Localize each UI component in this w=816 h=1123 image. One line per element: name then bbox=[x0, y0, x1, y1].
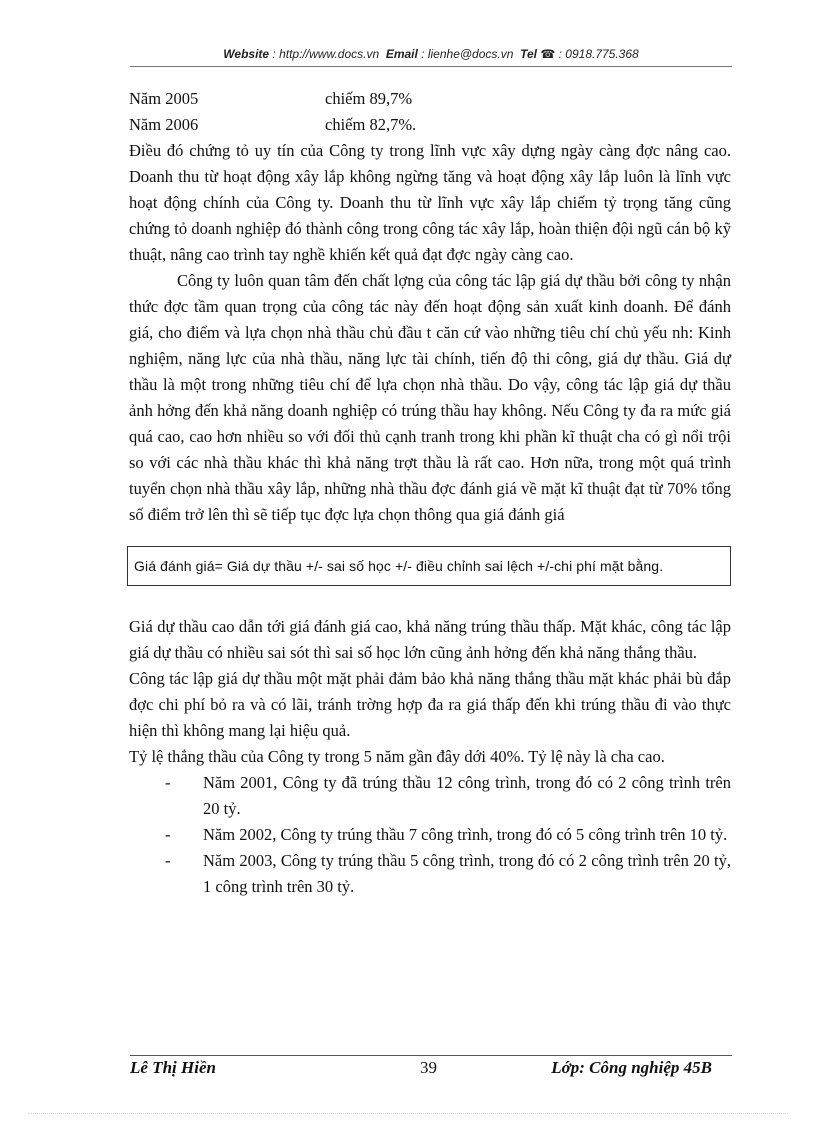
tel-label: Tel bbox=[520, 47, 537, 61]
footer-class: Lớp: Công nghiệp 45B bbox=[551, 1058, 712, 1077]
list-item-text: Năm 2001, Công ty đã trúng thầu 12 công trình, trong đó có 2 công trình trên 20 tỷ. bbox=[203, 773, 731, 818]
dash-bullet: - bbox=[165, 773, 171, 792]
bullet-list bbox=[129, 770, 731, 900]
website-label: Website bbox=[223, 47, 270, 61]
dash-bullet: - bbox=[165, 825, 171, 844]
year-value: chiếm 89,7% bbox=[325, 89, 413, 108]
year-label: Năm 2005 bbox=[129, 89, 199, 108]
page-header bbox=[130, 47, 732, 61]
tel-value: : 0918.775.368 bbox=[558, 47, 639, 61]
paragraph-5: Tỷ lệ thắng thầu của Công ty trong 5 năm gần đây dới 40%. Tỷ lệ này là cha cao. bbox=[129, 747, 665, 766]
paragraph-2: Công ty luôn quan tâm đến chất lợng của công tác lập giá dự thầu bởi công ty nhận thức đợc tầm quan trọng của công tác này đến hoạt động sản xuất kinh doanh. Để đánh giá, cho điểm và lựa chọn nhà thầu chủ đầu t căn cứ vào những tiêu chí chủ yếu nh: Kinh nghiệm, năng lực của nhà thầu, năng lực tài chính, tiến độ thi công, giá dự thầu. Giá dự thầu là một trong những tiêu chí để lựa chọn nhà thầu. Do vậy, công tác lập giá dự thầu ảnh hởng đến khả năng doanh nghiệp có trúng thầu hay không. Nếu Công ty đa ra mức giá quá cao, cao hơn nhiều so với đối thủ cạnh tranh trong khi phần kĩ thuật cha có gì nổi trội so với các nhà thầu khác thì khả năng trợt thầu là rất cao. Hơn nữa, trong một quá trình tuyển chọn nhà thầu xây lắp, những nhà thầu đợc đánh giá về mặt kĩ thuật đạt từ 70% tổng số điểm trở lên thì sẽ tiếp tục đợc lựa chọn thông qua giá đánh giá bbox=[129, 271, 731, 524]
list-item-text: Năm 2003, Công ty trúng thầu 5 công trình, trong đó có 2 công trình trên 20 tỷ, 1 công trình trên 30 tỷ. bbox=[203, 851, 731, 896]
list-item bbox=[159, 822, 731, 848]
email-link[interactable]: : lienhe@docs.vn bbox=[421, 47, 514, 61]
page-edge-divider bbox=[28, 1113, 788, 1114]
footer-divider bbox=[130, 1055, 732, 1056]
formula-box bbox=[127, 546, 731, 586]
page-footer bbox=[130, 1058, 712, 1080]
year-row bbox=[129, 86, 731, 112]
phone-icon: ☎ bbox=[540, 47, 556, 61]
paragraph-1: Điều đó chứng tỏ uy tín của Công ty trong lĩnh vực xây dựng ngày càng đợc nâng cao. Doanh thu từ hoạt động xây lắp không ngừng tăng và hoạt động xây lắp luôn là lĩnh vực hoạt động chính của Công ty. Doanh thu từ lĩnh vực xây lắp chiếm tỷ trọng tăng cũng chứng tỏ doanh nghiệp đó thành công trong công tác xây lắp, hoàn thiện đội ngũ cán bộ kỹ thuật, nâng cao trình tay nghề khiến kết quả đạt đợc ngày càng cao. bbox=[129, 141, 731, 264]
dash-bullet: - bbox=[165, 851, 171, 870]
list-item-text: Năm 2002, Công ty trúng thầu 7 công trình, trong đó có 5 công trình trên 10 tỷ. bbox=[203, 825, 728, 844]
email-label: Email bbox=[385, 47, 418, 61]
formula-text: Giá đánh giá= Giá dự thầu +/- sai số học +/- điều chỉnh sai lệch +/-chi phí mặt bằng. bbox=[134, 558, 664, 574]
website-link[interactable]: : http://www.docs.vn bbox=[272, 47, 380, 61]
footer-author: Lê Thị Hiền bbox=[130, 1058, 216, 1077]
document-body bbox=[129, 86, 731, 900]
year-row bbox=[129, 112, 731, 138]
year-value: chiếm 82,7%. bbox=[325, 115, 417, 134]
page-number: 39 bbox=[420, 1058, 437, 1077]
paragraph-4: Công tác lập giá dự thầu một mặt phải đảm bảo khả năng thắng thầu mặt khác phải bù đắp đợc chi phí bỏ ra và có lãi, tránh trờng hợp đa ra giá thấp đến khi trúng thầu đi vào thực hiện thì không mang lại hiệu quả. bbox=[129, 669, 731, 740]
list-item bbox=[159, 770, 731, 822]
list-item bbox=[159, 848, 731, 900]
header-divider bbox=[130, 66, 732, 67]
year-label: Năm 2006 bbox=[129, 115, 199, 134]
paragraph-3: Giá dự thầu cao dẫn tới giá đánh giá cao, khả năng trúng thầu thấp. Mặt khác, công tác lập giá dự thầu có nhiều sai sót thì sai số học lớn cũng ảnh hởng đến khả năng thắng thầu. bbox=[129, 617, 731, 662]
